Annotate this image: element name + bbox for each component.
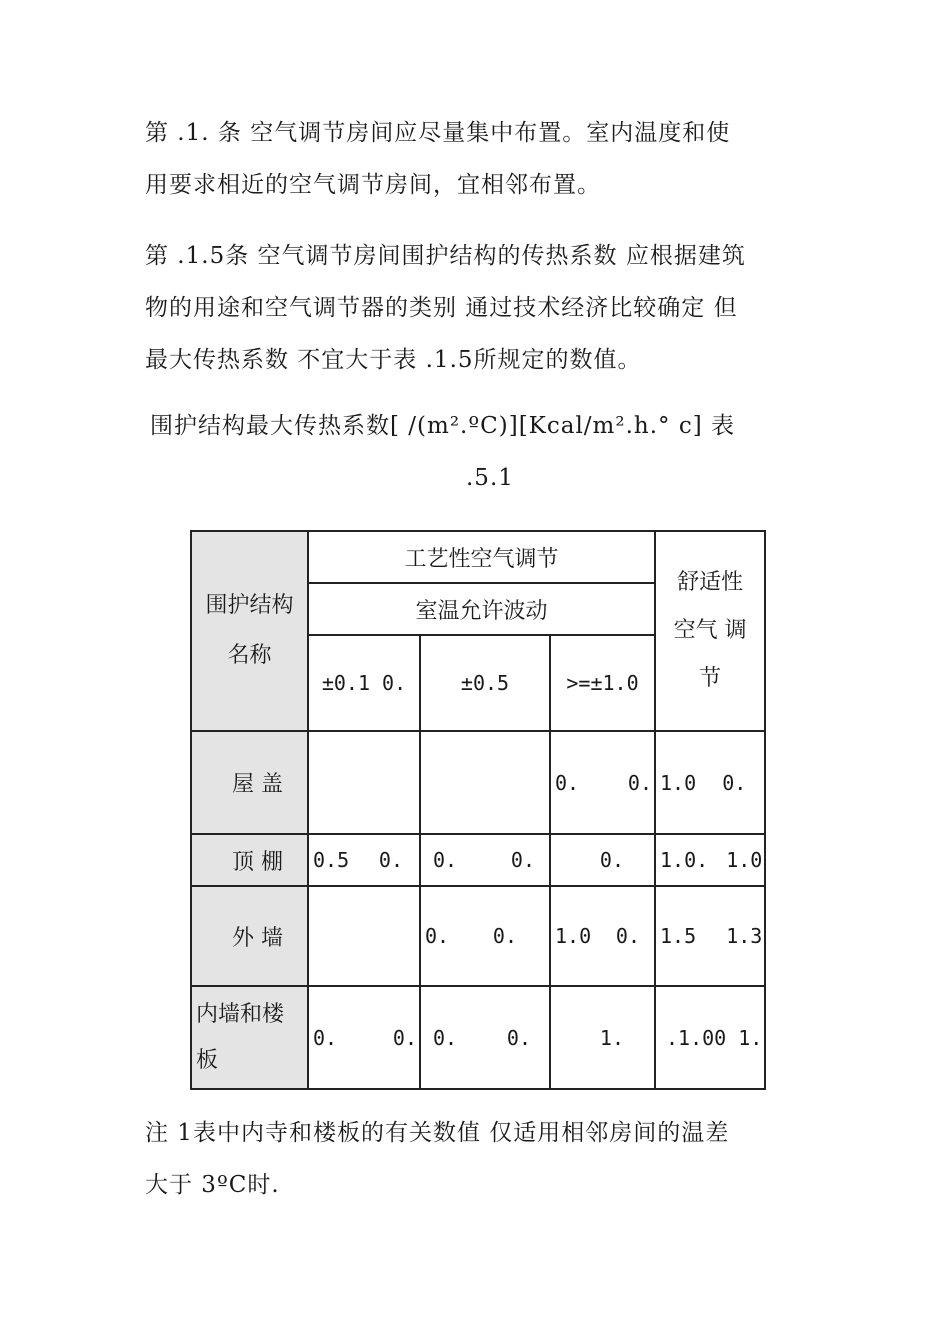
cell-r4-c3: 1. <box>550 986 655 1089</box>
table-row <box>191 834 765 886</box>
row-name-exterior-wall: 外 墙 <box>191 886 308 986</box>
table-row <box>191 731 765 834</box>
cell-r2-c3: 0. <box>550 834 655 886</box>
cell-r2-c1: 0.5 0. <box>308 834 420 886</box>
heat-transfer-table <box>190 530 766 1090</box>
clause-paragraph-1 <box>145 107 815 211</box>
header-fluct-05: ±0.5 <box>420 635 550 731</box>
clause-2-line-2: 物的用途和空气调节器的类别 通过技术经济比较确定 但 <box>145 295 738 321</box>
cell-r3-c1 <box>308 886 420 986</box>
table-row <box>191 886 765 986</box>
header-process-ac: 工艺性空气调节 <box>308 531 655 583</box>
clause-2-line-1: 第 .1.5条 空气调节房间围护结构的传热系数 应根据建筑 <box>145 243 746 269</box>
header-structure-name: 围护结构名称 <box>191 531 308 731</box>
row-name-roof: 屋 盖 <box>191 731 308 834</box>
cell-r3-c3: 1.0 0. <box>550 886 655 986</box>
header-fluct-10: >=±1.0 <box>550 635 655 731</box>
header-fluct-01: ±0.1 0. <box>308 635 420 731</box>
table-row <box>191 986 765 1089</box>
clause-1-line-2: 用要求相近的空气调节房间，宜相邻布置。 <box>145 172 601 198</box>
cell-r3-c4: 1.5 1.3 <box>655 886 765 986</box>
header-temp-fluctuation: 室温允许波动 <box>308 583 655 635</box>
row-name-ceiling: 顶 棚 <box>191 834 308 886</box>
cell-r3-c2: 0. 0. <box>420 886 550 986</box>
cell-r1-c1 <box>308 731 420 834</box>
clause-2-line-3: 最大传热系数 不宜大于表 .1.5所规定的数值。 <box>145 347 642 373</box>
note-line-1: 注 1表中内寺和楼板的有关数值 仅适用相邻房间的温差 <box>145 1120 730 1146</box>
table-number: .5.1 <box>466 465 514 491</box>
cell-r1-c3: 0. 0. <box>550 731 655 834</box>
cell-r2-c4: 1.0. 1.0 <box>655 834 765 886</box>
clause-1-line-1: 第 .1. 条 空气调节房间应尽量集中布置。室内温度和使 <box>145 120 731 146</box>
header-comfort-ac: 舒适性 空气 调节 <box>655 531 765 731</box>
cell-r4-c1: 0. 0. <box>308 986 420 1089</box>
note-line-2: 大于 3ºC时. <box>145 1172 280 1198</box>
cell-r1-c4: 1.0 0. <box>655 731 765 834</box>
table-caption: 围护结构最大传热系数[ /(m².ºC)][Kcal/m².h.° c] 表 <box>150 413 736 439</box>
cell-r2-c2: 0. 0. <box>420 834 550 886</box>
clause-paragraph-2 <box>145 230 815 386</box>
table-note <box>145 1107 815 1211</box>
cell-r4-c2: 0. 0. <box>420 986 550 1089</box>
cell-r4-c4: .1.0 0 1. <box>655 986 765 1089</box>
cell-r1-c2 <box>420 731 550 834</box>
row-name-interior-wall-floor: 内墙和楼板 <box>191 986 308 1089</box>
